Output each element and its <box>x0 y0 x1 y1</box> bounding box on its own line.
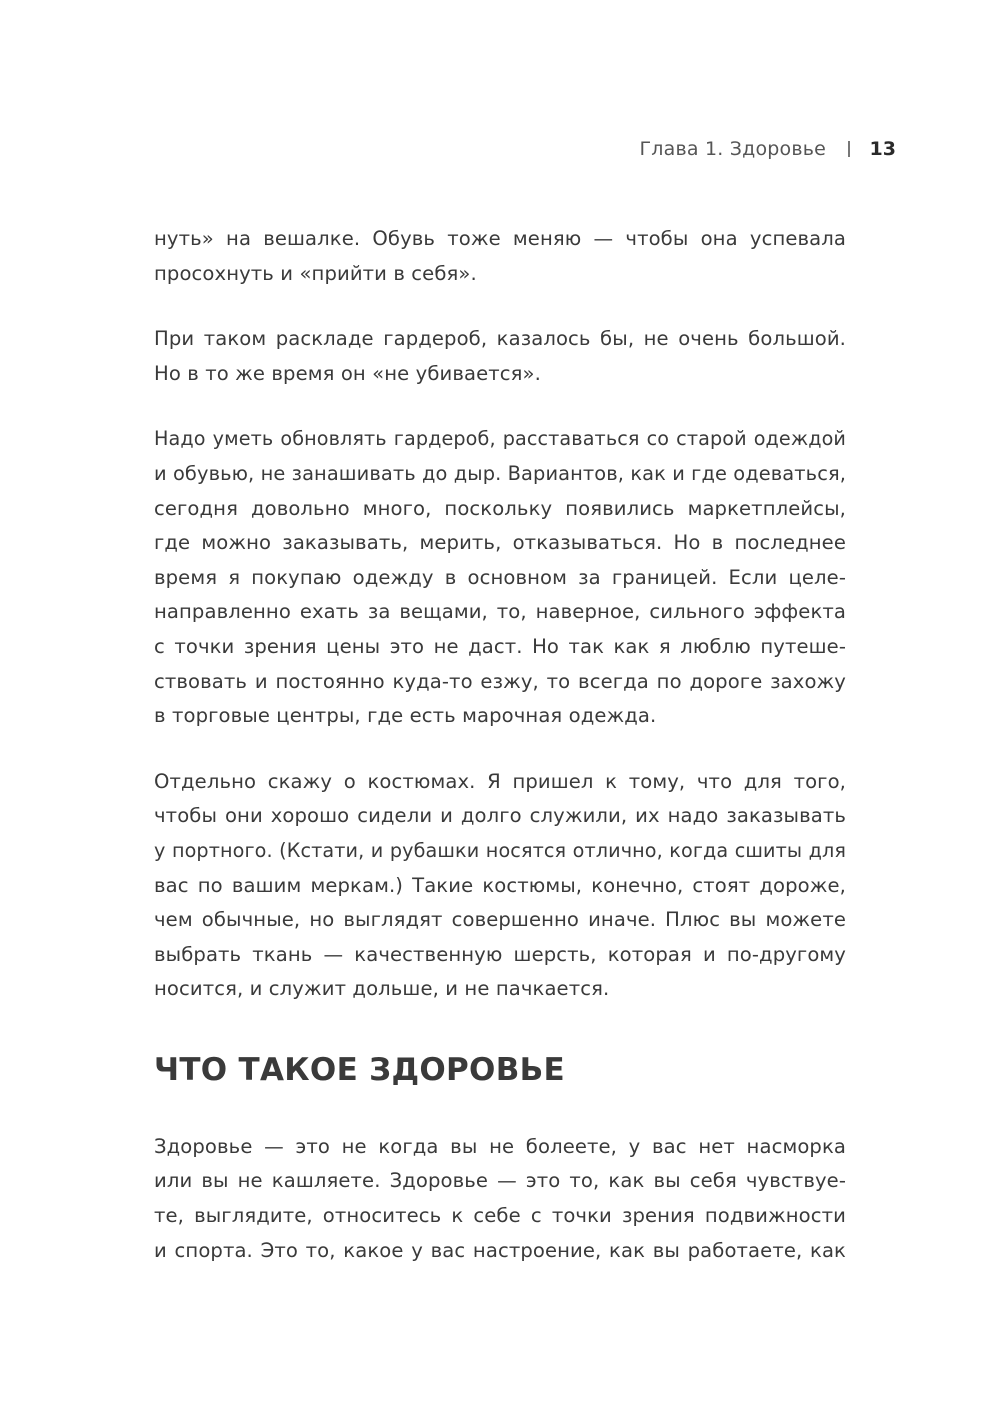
text-line: сегодня довольно много, поскольку появились маркетплейсы, <box>154 496 846 520</box>
text-line: При таком раскладе гардероб, казалось бы, не очень большой. <box>154 327 846 351</box>
text-line: Надо уметь обновлять гардероб, расставаться со старой одеждой <box>154 427 846 451</box>
text-line: вас по вашим меркам.) Такие костюмы, конечно, стоят дороже, <box>154 873 846 897</box>
text-line: в торговые центры, где есть марочная одежда. <box>154 704 657 728</box>
chapter-title: Глава 1. Здоровье <box>639 138 827 160</box>
section-heading: ЧТО ТАКОЕ ЗДОРОВЬЕ <box>154 1051 566 1088</box>
paragraph-1 <box>154 222 846 291</box>
text-line: направленно ехать за вещами, то, наверное, сильного эффекта <box>154 600 846 624</box>
text-line: носится, и служит дольше, и не пачкается. <box>154 977 610 1001</box>
text-line: где можно заказывать, мерить, отказываться. Но в последнее <box>154 531 846 555</box>
text-line: те, выглядите, относитесь к себе с точки зрения подвижности <box>154 1204 846 1228</box>
section-paragraph <box>154 1130 846 1268</box>
text-line: и обувью, не занашивать до дыр. Вариантов, как и где одеваться, <box>154 461 846 485</box>
text-line: или вы не кашляете. Здоровье — это то, как вы себя чувствуе- <box>154 1169 846 1193</box>
paragraph-2 <box>154 322 846 391</box>
text-line: чтобы они хорошо сидели и долго служили, их надо заказывать <box>154 804 846 828</box>
text-line: выбрать ткань — качественную шерсть, которая и по-другому <box>154 942 846 966</box>
text-line: чем обычные, но выглядят совершенно иначе. Плюс вы можете <box>154 908 846 932</box>
paragraph-3 <box>154 422 846 733</box>
text-line: просохнуть и «прийти в себя». <box>154 261 477 285</box>
header-separator <box>848 141 850 157</box>
page-number: 13 <box>869 138 896 160</box>
text-line: Здоровье — это не когда вы не болеете, у вас нет насморка <box>154 1134 846 1158</box>
text-line: Но в то же время он «не убивается». <box>154 361 541 385</box>
body-text <box>154 222 846 1299</box>
paragraph-4 <box>154 765 846 1007</box>
text-line: Отдельно скажу о костюмах. Я пришел к тому, что для того, <box>154 769 846 793</box>
text-line: ствовать и постоянно куда-то езжу, то всегда по дороге захожу <box>154 669 846 693</box>
text-line: время я покупаю одежду в основном за границей. Если целе- <box>154 565 846 589</box>
text-line: нуть» на вешалке. Обувь тоже меняю — чтобы она успевала <box>154 227 846 250</box>
text-line: с точки зрения цены это не даст. Но так как я люблю путеше- <box>154 634 846 658</box>
running-header <box>640 138 897 160</box>
text-line: и спорта. Это то, какое у вас настроение, как вы работаете, как <box>154 1238 846 1262</box>
text-line: у портного. (Кстати, и рубашки носятся отлично, когда сшиты для <box>154 838 846 862</box>
